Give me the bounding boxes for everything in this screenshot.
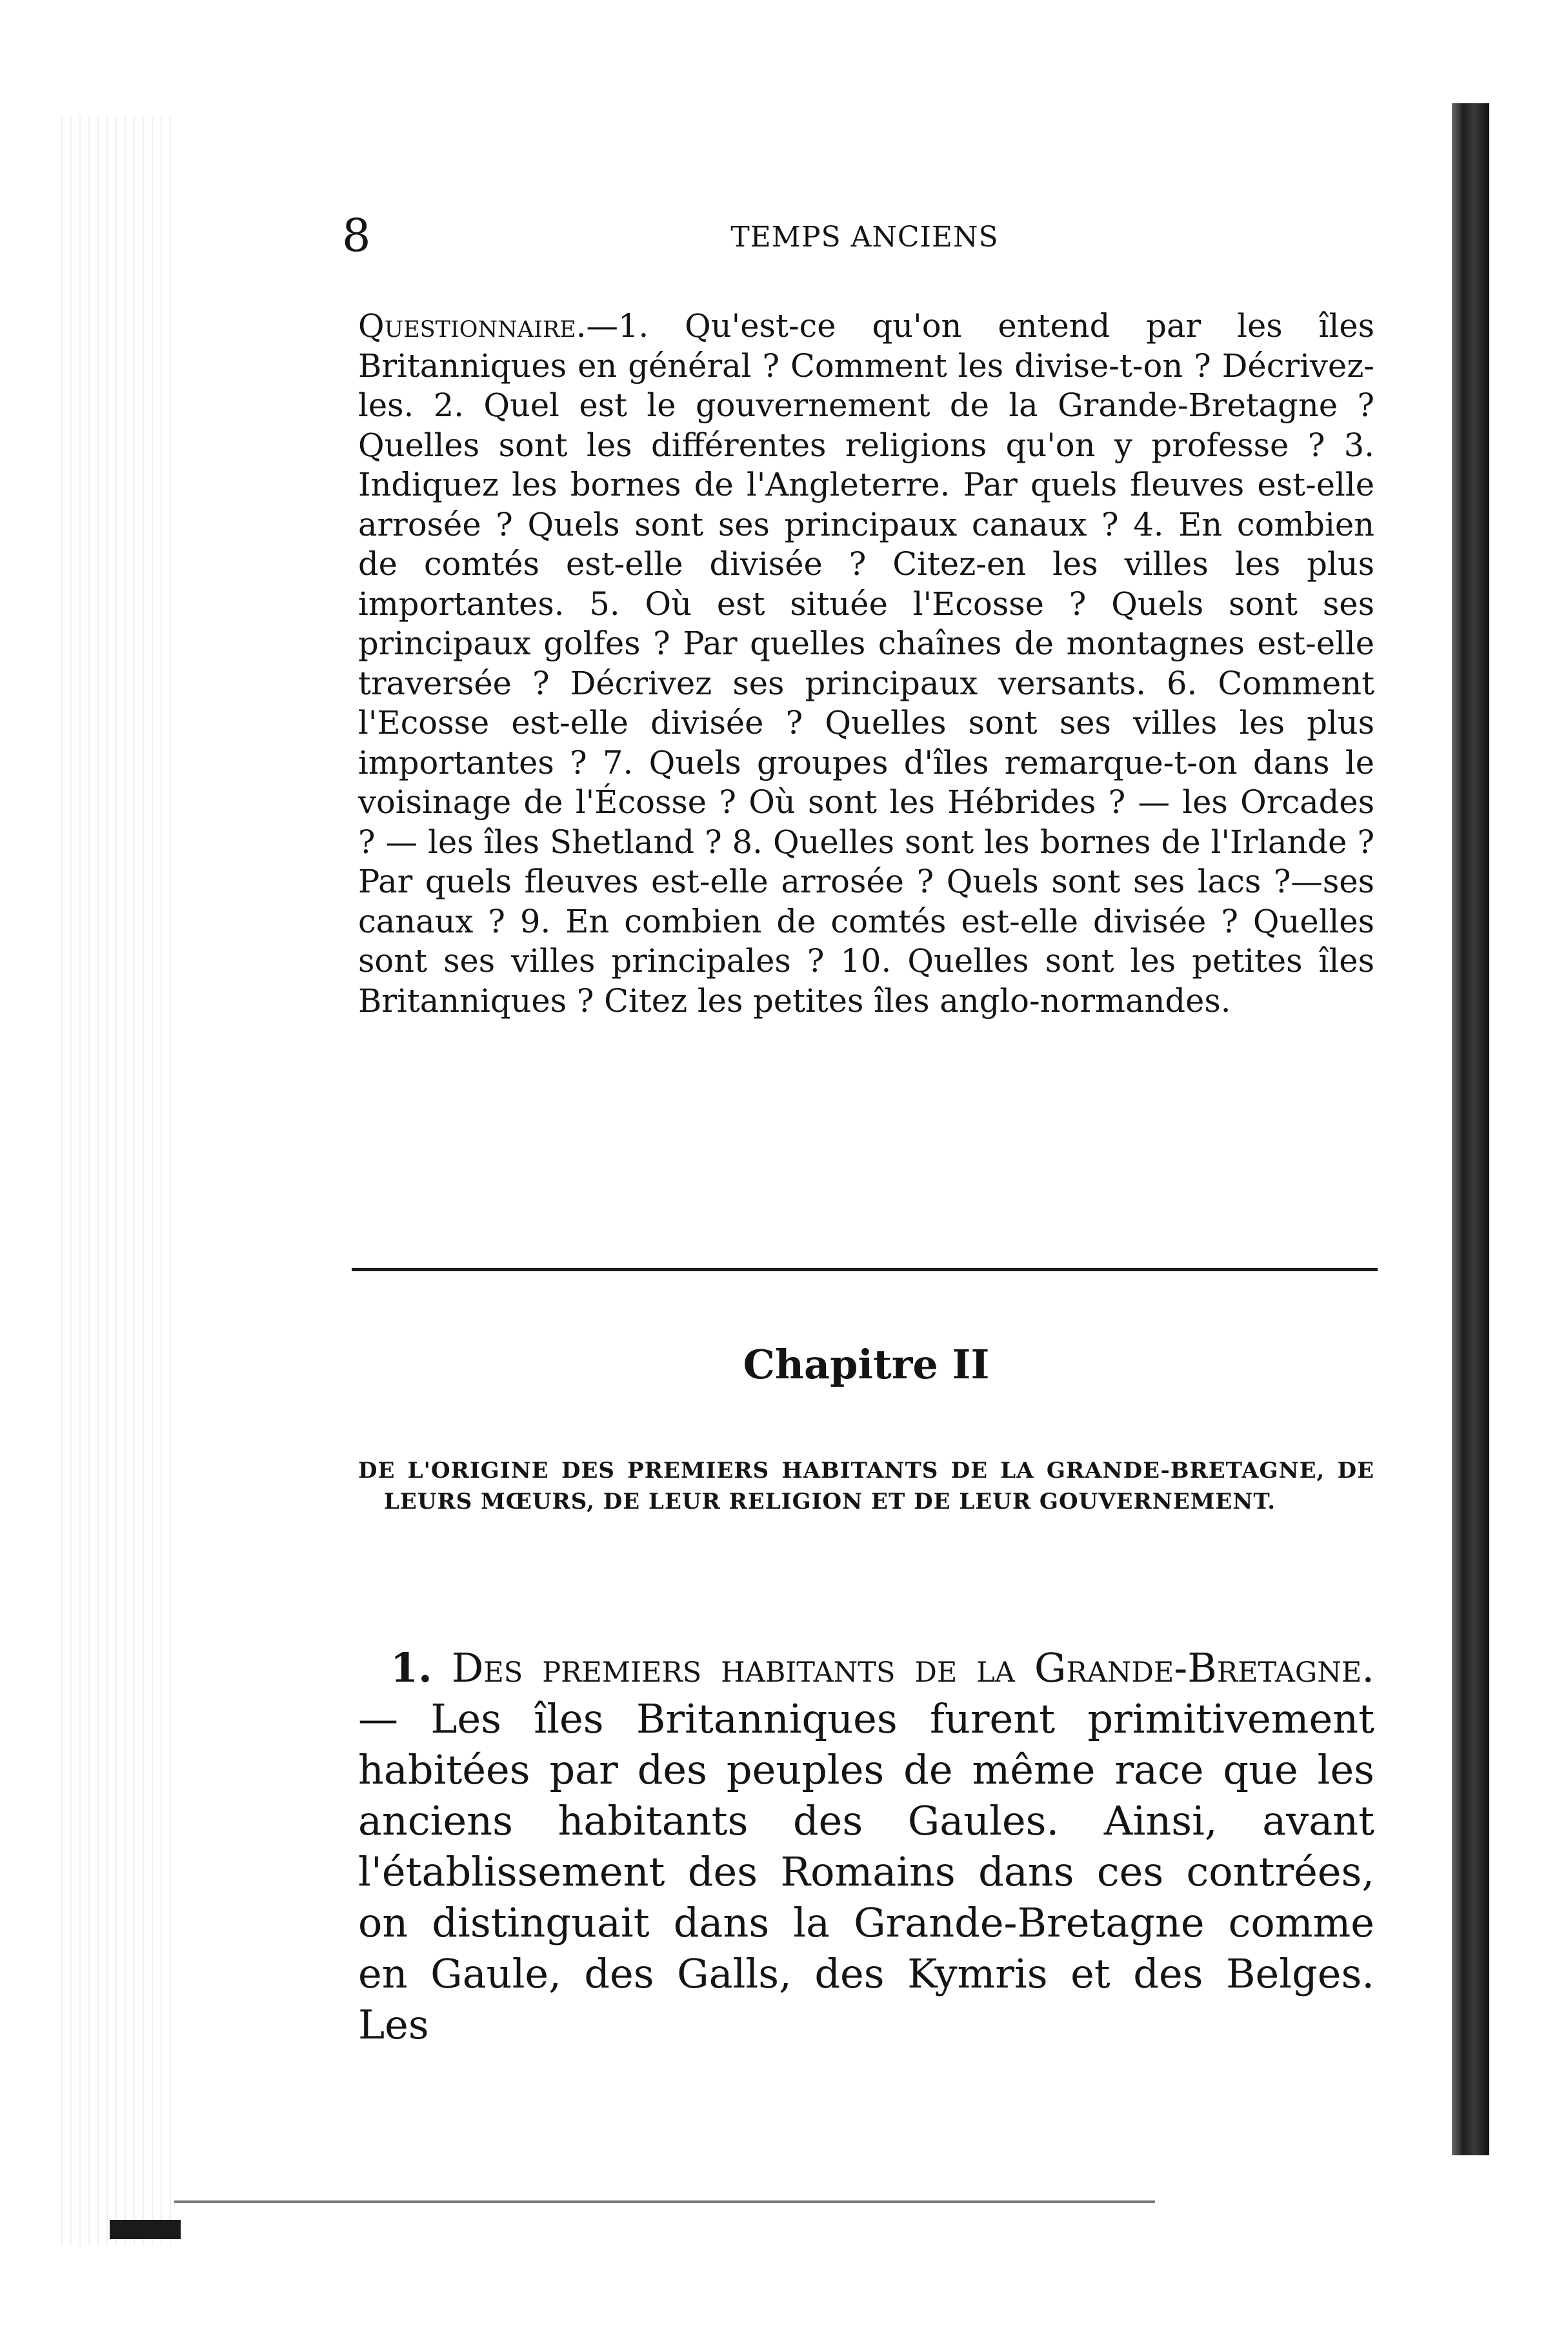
chapter-subtitle: DE L'ORIGINE DES PREMIERS HABITANTS DE LA GRANDE-BRETAGNE, DE LEURS MŒURS, DE LEUR RELIGION ET DE LEUR GOUVERNEMENT. [358,1458,1374,1515]
bottom-edge-line [174,2200,1155,2203]
page-number: 8 [342,209,371,262]
section-paragraph [358,1642,1374,2146]
page-edge-right [1452,103,1489,2155]
running-head [342,206,1387,265]
page-edge-left [61,116,177,2246]
questionnaire-paragraph [358,307,1374,1203]
bottom-ink-blot [110,2220,181,2239]
questionnaire-text: —1. Qu'est-ce qu'on entend par les îles Britanniques en général ? Comment les divise-t-on ? Décrivez-les. 2. Quel est le gouvernement de la Grande-Bretagne ? Quelles sont les différentes religions qu'on y professe ? 3. Indiquez les bornes de l'Angleterre. Par quels fleuves est-elle arrosée ? Quels sont ses principaux canaux ? 4. En combien de comtés est-elle divisée ? Citez-en les villes les plus importantes. 5. Où est située l'Ecosse ? Quels sont ses principaux golfes ? Par quelles chaînes de montagnes est-elle traversée ? Décrivez ses principaux versants. 6. Comment l'Ecosse est-elle divisée ? Quelles sont ses villes les plus importantes ? 7. Quels groupes d'îles remarque-t-on dans le voisinage de l'Écosse ? Où sont les Hébrides ? — les Orcades ? — les îles Shetland ? 8. Quelles sont les bornes de l'Irlande ? Par quels fleuves est-elle arrosée ? Quels sont ses lacs ?—ses canaux ? 9. En combien de comtés est-elle divisée ? Quelles sont ses villes principales ? 10. Quelles sont les petites îles Britanniques ? Citez les petites îles anglo-normandes. [358,307,1374,1020]
chapter-title: Chapitre II [743,1341,990,1388]
questionnaire-label: Questionnaire. [358,307,587,345]
section-number: 1. [390,1644,432,1691]
section-text: — Les îles Britanniques furent primitivement habitées par des peuples de même race que les anciens habitants des Gaules. Ainsi, avant l'établissement des Romains dans ces contrées, on distinguait dans la Grande-Bretagne comme en Gaule, des Galls, des Kymris et des Belges. Les [358,1695,1374,2048]
section-divider-rule [352,1268,1378,1271]
section-heading: Des premiers habitants de la Grande-Bretagne. [432,1644,1374,1691]
header-title: TEMPS ANCIENS [730,221,999,254]
